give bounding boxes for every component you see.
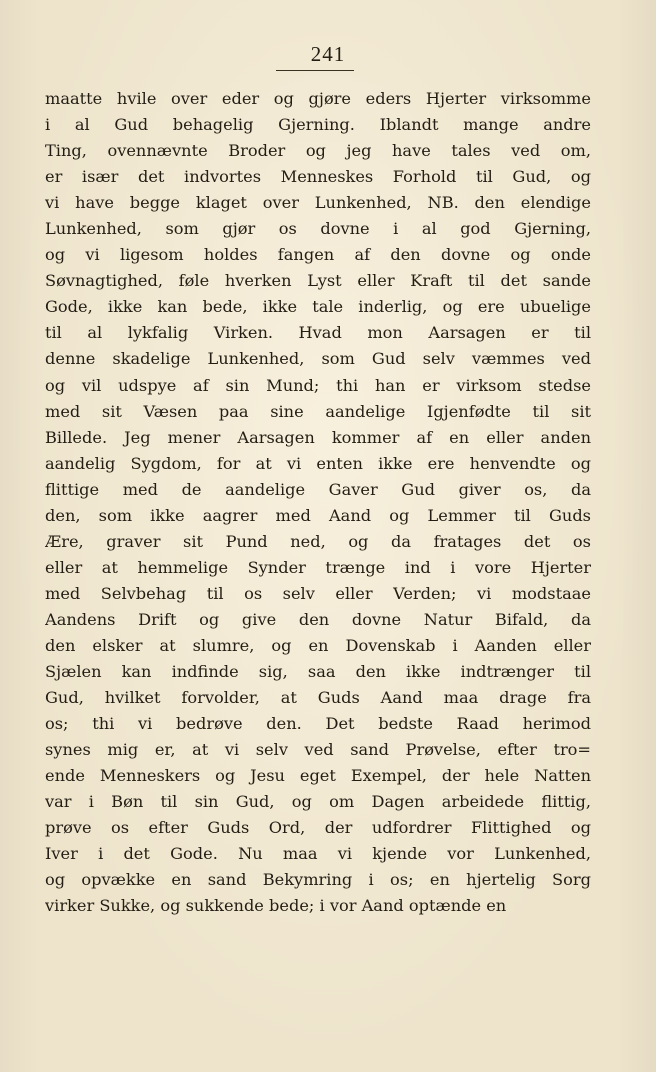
text-line: Ære, graver sit Pund ned, og da fratages det os: [45, 531, 591, 551]
text-line: os; thi vi bedrøve den. Det bedste Raad herimod: [45, 714, 591, 734]
text-line: Gode, ikke kan bede, ikke tale inderlig, og ere ubuelige: [45, 297, 591, 317]
text-line: er især det indvortes Menneskes Forhold til Gud, og: [45, 167, 591, 187]
text-line: med Selvbehag til os selv eller Verden; vi modstaae: [45, 583, 591, 603]
text-line: vi have begge klaget over Lunkenhed, NB. den elendige: [45, 193, 591, 213]
text-line: synes mig er, at vi selv ved sand Prøvelse, efter tro=: [45, 740, 591, 760]
page-number: 241: [310, 42, 346, 66]
text-line: til al lykfalig Virken. Hvad mon Aarsagen er til: [45, 323, 591, 343]
text-line: virker Sukke, og sukkende bede; i vor Aand optænde en: [45, 896, 507, 916]
text-line: Iver i det Gode. Nu maa vi kjende vor Lunkenhed,: [45, 844, 591, 864]
text-line: maatte hvile over eder og gjøre eders Hjerter virksomme: [45, 89, 591, 108]
text-line: Aandens Drift og give den dovne Natur Bifald, da: [45, 609, 591, 629]
text-line: prøve os efter Guds Ord, der udfordrer Flittighed og: [45, 818, 591, 838]
text-line: den elsker at slumre, og en Dovenskab i Aanden eller: [45, 635, 591, 655]
text-line: denne skadelige Lunkenhed, som Gud selv væmmes ved: [45, 349, 591, 369]
text-line: og vil udspye af sin Mund; thi han er virksom stedse: [45, 375, 591, 395]
text-line: i al Gud behagelig Gjerning. Iblandt mange andre: [45, 115, 591, 135]
text-line: aandelig Sygdom, for at vi enten ikke ere henvendte og: [45, 453, 591, 473]
text-line: Billede. Jeg mener Aarsagen kommer af en eller anden: [45, 427, 591, 447]
text-line: og vi ligesom holdes fangen af den dovne og onde: [45, 245, 591, 265]
text-line: Lunkenhed, som gjør os dovne i al god Gjerning,: [45, 219, 591, 239]
text-line: flittige med de aandelige Gaver Gud giver os, da: [45, 479, 591, 499]
text-line: den, som ikke aagrer med Aand og Lemmer til Guds: [45, 505, 591, 525]
header-rule: [276, 70, 354, 71]
text-line: Sjælen kan indfinde sig, saa den ikke indtrænger til: [45, 662, 591, 682]
text-line: Søvnagtighed, føle hverken Lyst eller Kraft til det sande: [45, 271, 591, 291]
text-line: og opvække en sand Bekymring i os; en hjertelig Sorg: [45, 870, 591, 890]
body-text: [45, 86, 591, 920]
text-line: ende Menneskers og Jesu eget Exempel, der hele Natten: [45, 766, 591, 786]
text-line: Ting, ovennævnte Broder og jeg have tales ved om,: [45, 141, 591, 161]
text-line: eller at hemmelige Synder trænge ind i vore Hjerter: [45, 557, 591, 577]
text-line: med sit Væsen paa sine aandelige Igjenfødte til sit: [45, 401, 591, 421]
text-line: Gud, hvilket forvolder, at Guds Aand maa drage fra: [45, 688, 591, 708]
text-line: var i Bøn til sin Gud, og om Dagen arbeidede flittig,: [45, 792, 591, 812]
